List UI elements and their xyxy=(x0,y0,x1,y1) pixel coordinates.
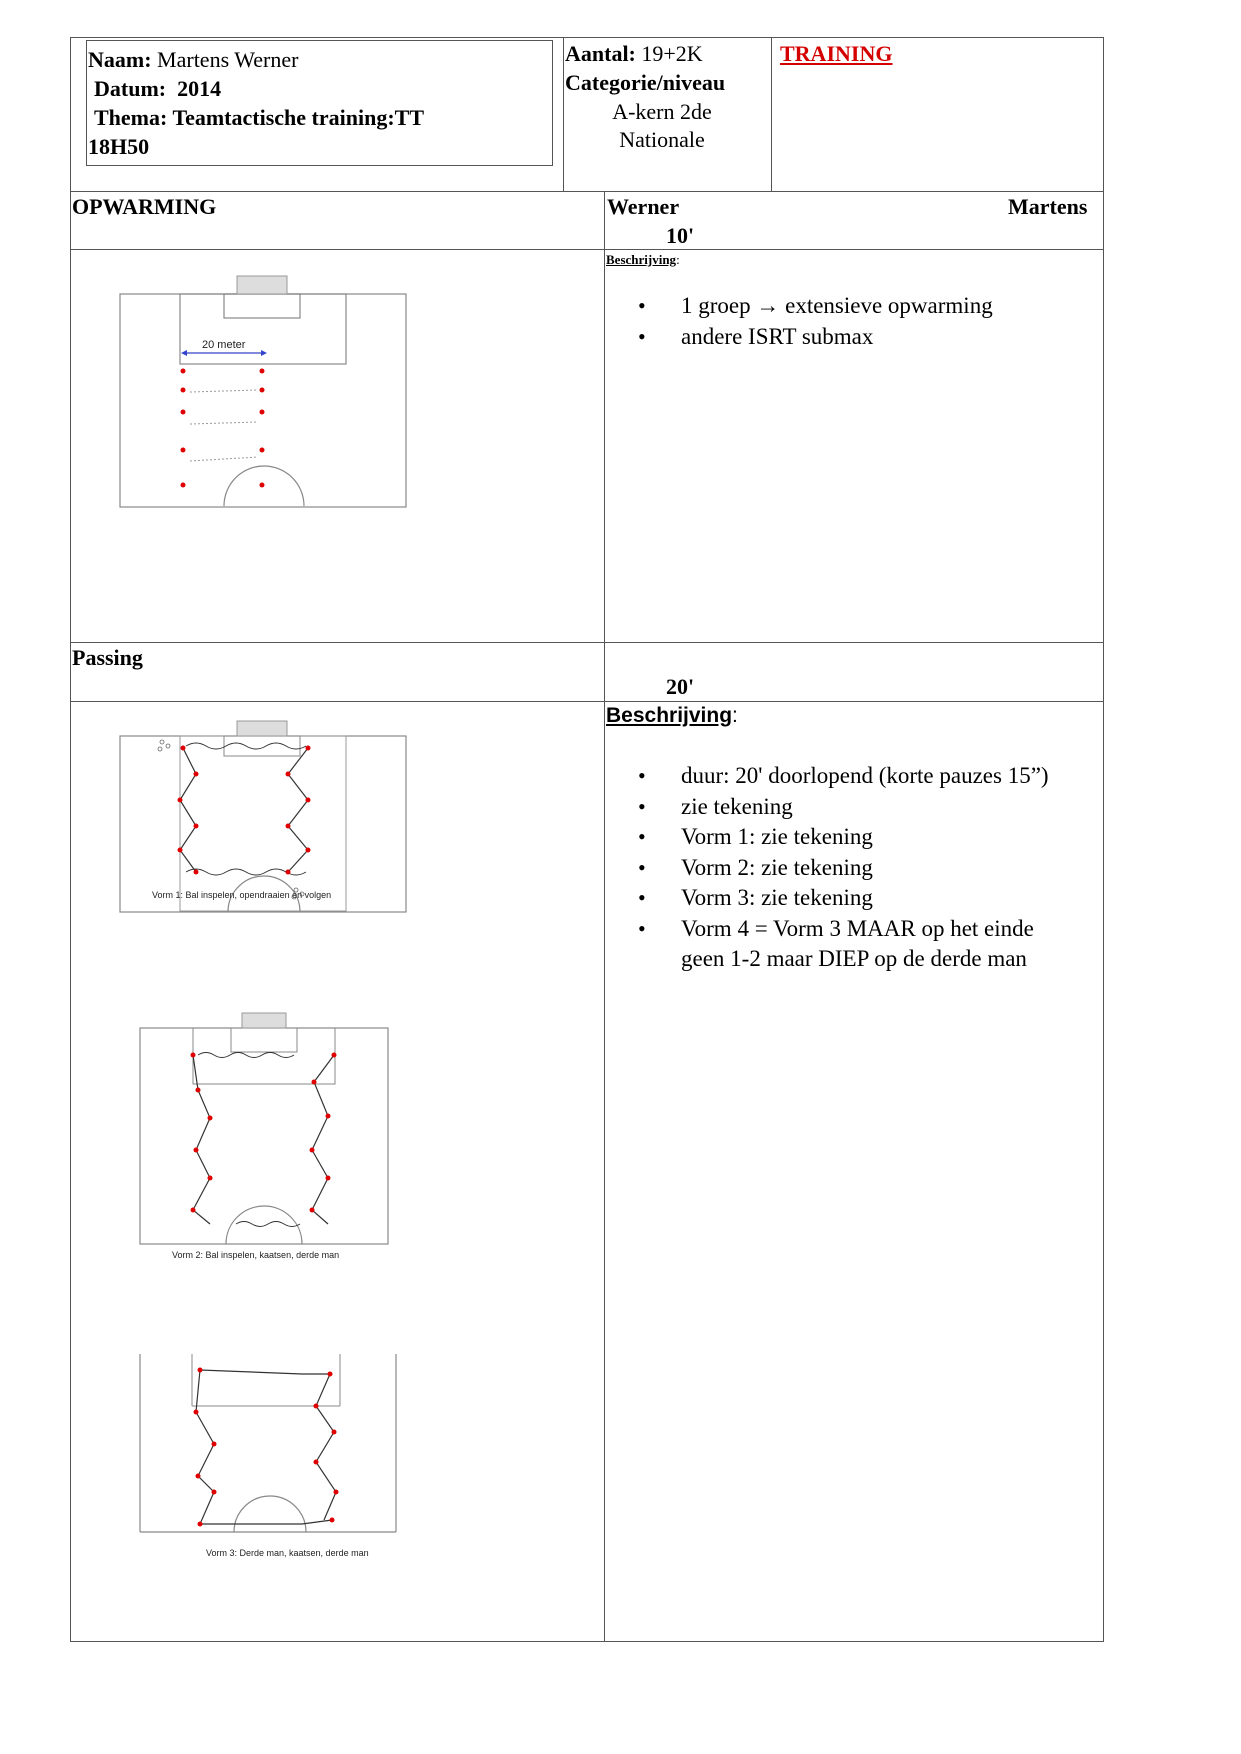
bullet-item: • Vorm 2: zie tekening xyxy=(606,853,1096,884)
bullet-item: geen 1-2 maar DIEP op de derde man xyxy=(681,946,1027,971)
thema-line xyxy=(94,104,424,132)
goal-net xyxy=(237,276,287,294)
vorm1-diagram xyxy=(118,718,410,914)
section2-desc-heading xyxy=(606,702,738,730)
naam-line xyxy=(88,46,298,74)
bullet-item: • 1 groep → extensieve opwarming xyxy=(606,291,1086,322)
section2-bullet-list xyxy=(606,761,1096,975)
warmup-diagram xyxy=(118,272,410,510)
trainer-first-name: Werner xyxy=(607,194,680,219)
vorm3-caption: Vorm 3: Derde man, kaatsen, derde man xyxy=(206,1548,369,1558)
naam-label: Naam: xyxy=(88,47,152,72)
section1-desc-colon: : xyxy=(676,252,680,267)
thema-time: 18H50 xyxy=(88,134,150,159)
datum-label: Datum: xyxy=(94,76,167,101)
datum-line xyxy=(94,75,221,103)
training-label: TRAINING xyxy=(780,41,893,66)
aantal-label: Aantal: xyxy=(565,41,636,66)
section1-title: OPWARMING xyxy=(72,194,217,219)
thema-value: Teamtactische training:TT xyxy=(172,105,424,130)
vorm1-caption: Vorm 1: Bal inspelen, opendraaien en volgen xyxy=(152,890,332,900)
section2-duration: 20' xyxy=(666,674,695,699)
section1-desc-heading xyxy=(606,252,680,268)
cone-markers xyxy=(181,369,265,488)
bullet-item: • zie tekening xyxy=(606,792,1096,823)
categorie-label: Categorie/niveau xyxy=(565,70,726,95)
section1-bullet-list xyxy=(606,291,1086,352)
naam-value: Martens Werner xyxy=(157,47,299,72)
section2-desc-label: Beschrijving xyxy=(606,704,733,727)
vorm3-diagram xyxy=(138,1352,402,1562)
thema-label: Thema: xyxy=(94,105,168,130)
distance-label: 20 meter xyxy=(202,339,246,351)
goal-box xyxy=(224,294,300,318)
vorm2-diagram xyxy=(138,1010,392,1260)
bullet-item: • Vorm 1: zie tekening xyxy=(606,822,1096,853)
bullet-item: • Vorm 3: zie tekening xyxy=(606,883,1096,914)
pitch-outline xyxy=(120,294,406,507)
section1-desc-label: Beschrijving xyxy=(606,252,677,267)
categorie-value-1: A-kern 2de xyxy=(612,99,712,124)
vorm2-caption: Vorm 2: Bal inspelen, kaatsen, derde man xyxy=(172,1250,340,1260)
run-lines xyxy=(190,390,258,461)
bullet-item: • duur: 20' doorlopend (korte pauzes 15”) xyxy=(606,761,1096,792)
trainer-last-name: Martens xyxy=(1008,194,1088,219)
aantal-value: 19+2K xyxy=(641,41,703,66)
section2-desc-colon: : xyxy=(732,704,738,727)
aantal-line xyxy=(565,40,703,68)
categorie-value-2: Nationale xyxy=(619,127,705,152)
datum-value: 2014 xyxy=(177,76,222,101)
section1-duration: 10' xyxy=(666,223,695,248)
bullet-item: • Vorm 4 = Vorm 3 MAAR op het einde xyxy=(606,914,1096,945)
bullet-item: • andere ISRT submax xyxy=(606,322,1086,353)
section2-title: Passing xyxy=(72,645,143,670)
